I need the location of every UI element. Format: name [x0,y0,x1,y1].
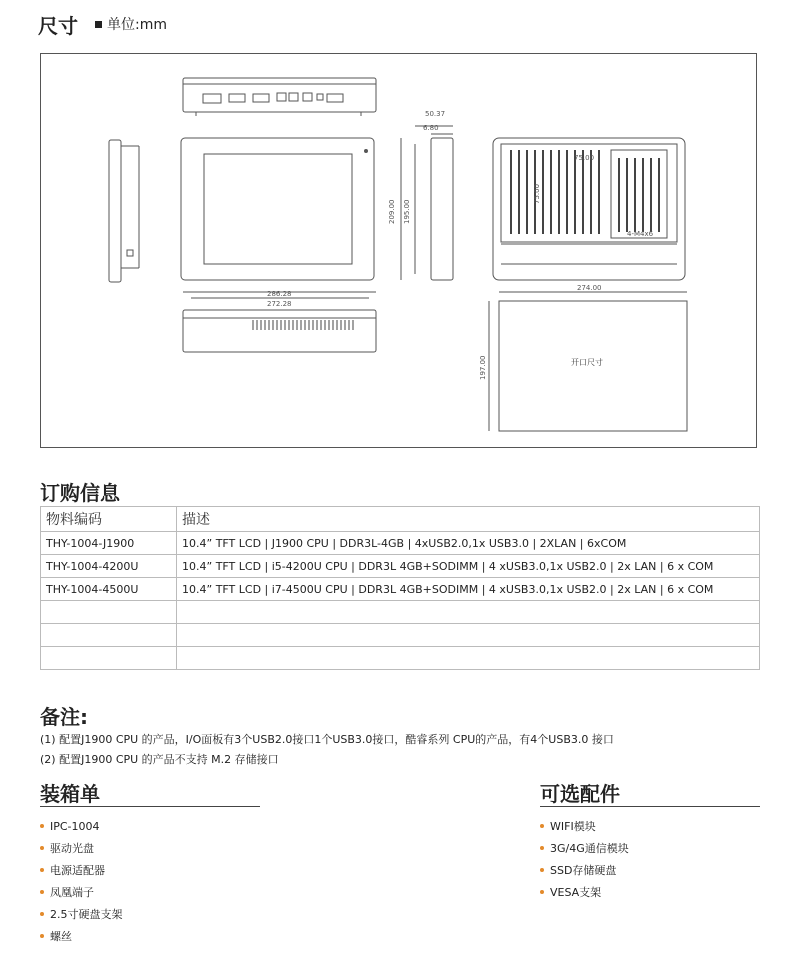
unit-label [95,14,167,34]
list-item [540,815,629,837]
part-number-cell [41,601,177,624]
dim-cutout-width: 274.00 [577,284,602,292]
table-row [41,532,760,555]
bullet-icon [40,846,44,850]
left-side-view [109,140,139,282]
dim-height-inner: 195.00 [403,199,411,224]
optional-list [540,815,629,903]
dim-height-outer: 209.00 [388,199,396,224]
top-view [183,78,376,116]
part-number-cell: THY-1004-4200U [41,555,177,578]
dim-rear-screw: 4-M4x6 [627,230,654,238]
notes-list [40,730,614,770]
description-cell [177,601,760,624]
table-row [41,555,760,578]
bullet-icon [540,846,544,850]
list-item [40,881,123,903]
optional-title: 可选配件 [540,782,620,806]
dim-side-offset: 6.80 [423,124,439,132]
list-item [40,837,123,859]
table-header-row [41,507,760,532]
list-item [40,859,123,881]
optional-item-label: WIFI模块 [550,820,596,833]
notes-title: 备注: [40,705,88,729]
description-cell: 10.4” TFT LCD | J1900 CPU | DDR3L-4GB | 4xUSB2.0,1x USB3.0 | 2XLAN | 6xCOM [177,532,760,555]
unit-text: 单位:mm [107,17,167,33]
ordering-title: 订购信息 [40,481,120,505]
optional-item-label: VESA支架 [550,886,602,899]
packing-item-label: 电源适配器 [50,864,105,877]
packing-title: 装箱单 [40,782,100,806]
dim-top-width: 286.28 [267,290,292,298]
optional-item-label: 3G/4G通信模块 [550,842,629,855]
list-item [540,837,629,859]
packing-item-label: 2.5寸硬盘支架 [50,908,123,921]
dimensions-title: 尺寸 [38,14,78,38]
bullet-icon [540,890,544,894]
packing-item-label: IPC-1004 [50,819,100,833]
optional-divider [540,806,760,807]
bullet-icon [40,890,44,894]
part-number-cell: THY-1004-4500U [41,578,177,601]
packing-item-label: 凤凰端子 [50,886,94,899]
bullet-icon [40,868,44,872]
cutout-label: 开口尺寸 [571,358,603,367]
front-view [181,138,374,280]
dim-inner-width: 272.28 [267,300,292,308]
list-item [540,881,629,903]
packing-list [40,815,123,947]
description-cell [177,647,760,670]
packing-item-label: 驱动光盘 [50,842,94,855]
bullet-icon [40,912,44,916]
list-item [40,925,123,947]
table-row [41,647,760,670]
dim-rear-a: 75.00 [574,154,595,162]
table-row [41,624,760,647]
part-number-cell [41,624,177,647]
bullet-icon [40,934,44,938]
packing-item-label: 螺丝 [50,930,72,943]
dimension-drawing [40,53,757,448]
table-row [41,601,760,624]
part-number-cell [41,647,177,670]
technical-drawing [41,54,758,449]
list-item [40,815,123,837]
note-item: (1) 配置J1900 CPU 的产品，I/O面板有3个USB2.0接口1个USB3.0接口，酷睿系列 CPU的产品，有4个USB3.0 接口 [40,733,614,746]
description-cell: 10.4” TFT LCD | i7-4500U CPU | DDR3L 4GB+SODIMM | 4 xUSB3.0,1x USB2.0 | 2x LAN | 6 x COM [177,578,760,601]
note-item: (2) 配置J1900 CPU 的产品不支持 M.2 存储接口 [40,753,279,766]
header-description: 描述 [177,507,760,532]
dim-cutout-height: 197.00 [479,355,487,380]
dim-side-depth: 50.37 [425,110,446,118]
bullet-icon [540,824,544,828]
optional-item-label: SSD存储硬盘 [550,864,617,877]
packing-divider [40,806,260,807]
ordering-table [40,506,760,670]
list-item [40,903,123,925]
header-part-number: 物料编码 [41,507,177,532]
square-bullet-icon [95,21,102,28]
list-item [540,859,629,881]
dim-rear-b: 75.00 [533,183,541,204]
description-cell: 10.4” TFT LCD | i5-4200U CPU | DDR3L 4GB+SODIMM | 4 xUSB3.0,1x USB2.0 | 2x LAN | 6 x COM [177,555,760,578]
table-row [41,578,760,601]
bullet-icon [540,868,544,872]
description-cell [177,624,760,647]
bullet-icon [40,824,44,828]
part-number-cell: THY-1004-J1900 [41,532,177,555]
